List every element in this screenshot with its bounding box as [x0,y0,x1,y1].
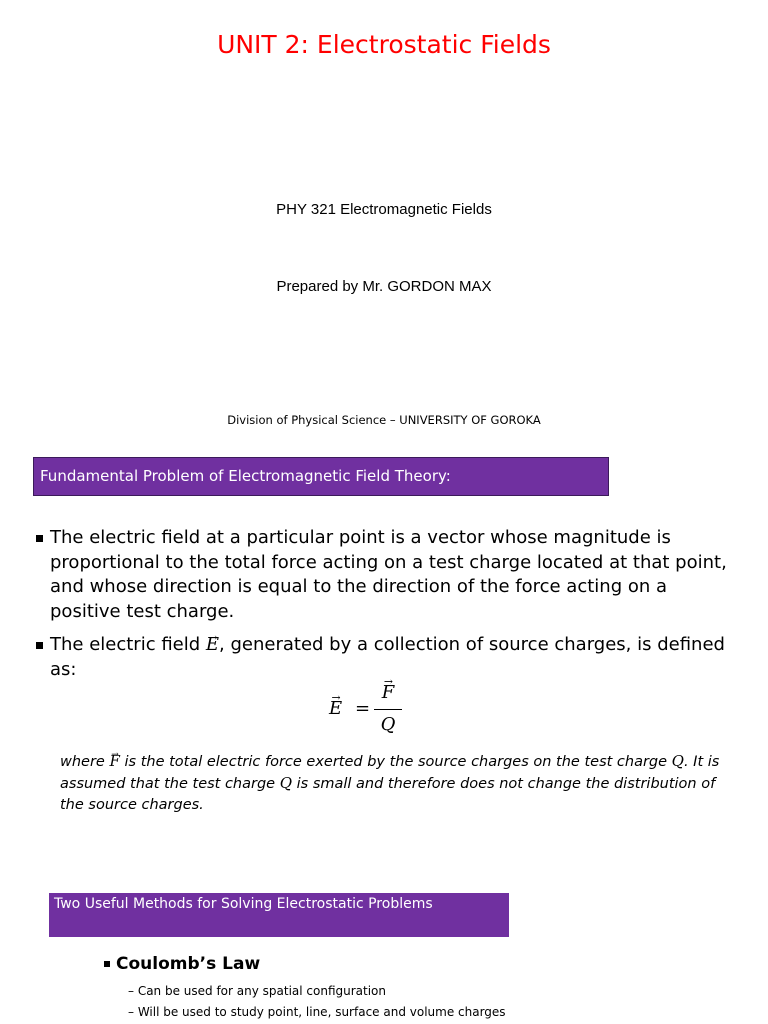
note-text: . It is assumed that the test charge [60,754,720,792]
charge-q-symbol: Q [671,752,684,770]
electric-field-formula [325,678,415,742]
square-bullet-icon [36,535,43,542]
bullet-text-part: The electric field [50,634,206,655]
section-heading-solving-methods: Two Useful Methods for Solving Electrostatic Problems [49,893,509,937]
bullet-coulombs-law [104,954,260,974]
note-text: is the total electric force exerted by the source charges on the test charge [119,754,672,770]
vector-e-symbol: → E [206,633,219,658]
bullet-text: Coulomb’s Law [116,954,261,974]
formula-numerator [377,682,399,703]
bullet-text-part: , generated by a collection of source charges, is defined as: [50,634,725,680]
author-line: Prepared by Mr. GORDON MAX [276,278,492,295]
charge-q-symbol: Q [279,774,293,792]
formula-denominator: Q [380,714,396,735]
square-bullet-icon [36,642,43,649]
formula-explanation [60,751,740,816]
note-text: is small and therefore does not change the distribution of the source charges. [60,776,716,813]
sub-bullet-spatial-configuration: – Can be used for any spatial configuration [128,984,387,998]
vector-f-symbol: → F [109,751,119,772]
sub-bullet-charge-types: – Will be used to study point, line, surface and volume charges [128,1005,506,1019]
square-bullet-icon [104,961,110,967]
formula-equals: = [355,698,371,719]
note-text: where [60,754,110,770]
section-heading-fundamental-problem: Fundamental Problem of Electromagnetic Field Theory: [33,457,609,496]
bullet-text: The electric field at a particular point is a vector whose magnitude is proportional to the total force acting on a test charge located at that point, and whose direction is equal to the direction of the force acting on a positive test charge. [50,527,727,622]
bullet-electric-field-definition [36,526,736,624]
course-name: PHY 321 Electromagnetic Fields [276,201,492,218]
formula-numerator-symbol: → F [382,682,395,703]
formula-lhs: → E [329,698,342,719]
page-title: UNIT 2: Electrostatic Fields [217,30,551,59]
division-line: Division of Physical Science – UNIVERSITY OF GOROKA [227,413,541,427]
fraction-bar [374,709,402,710]
